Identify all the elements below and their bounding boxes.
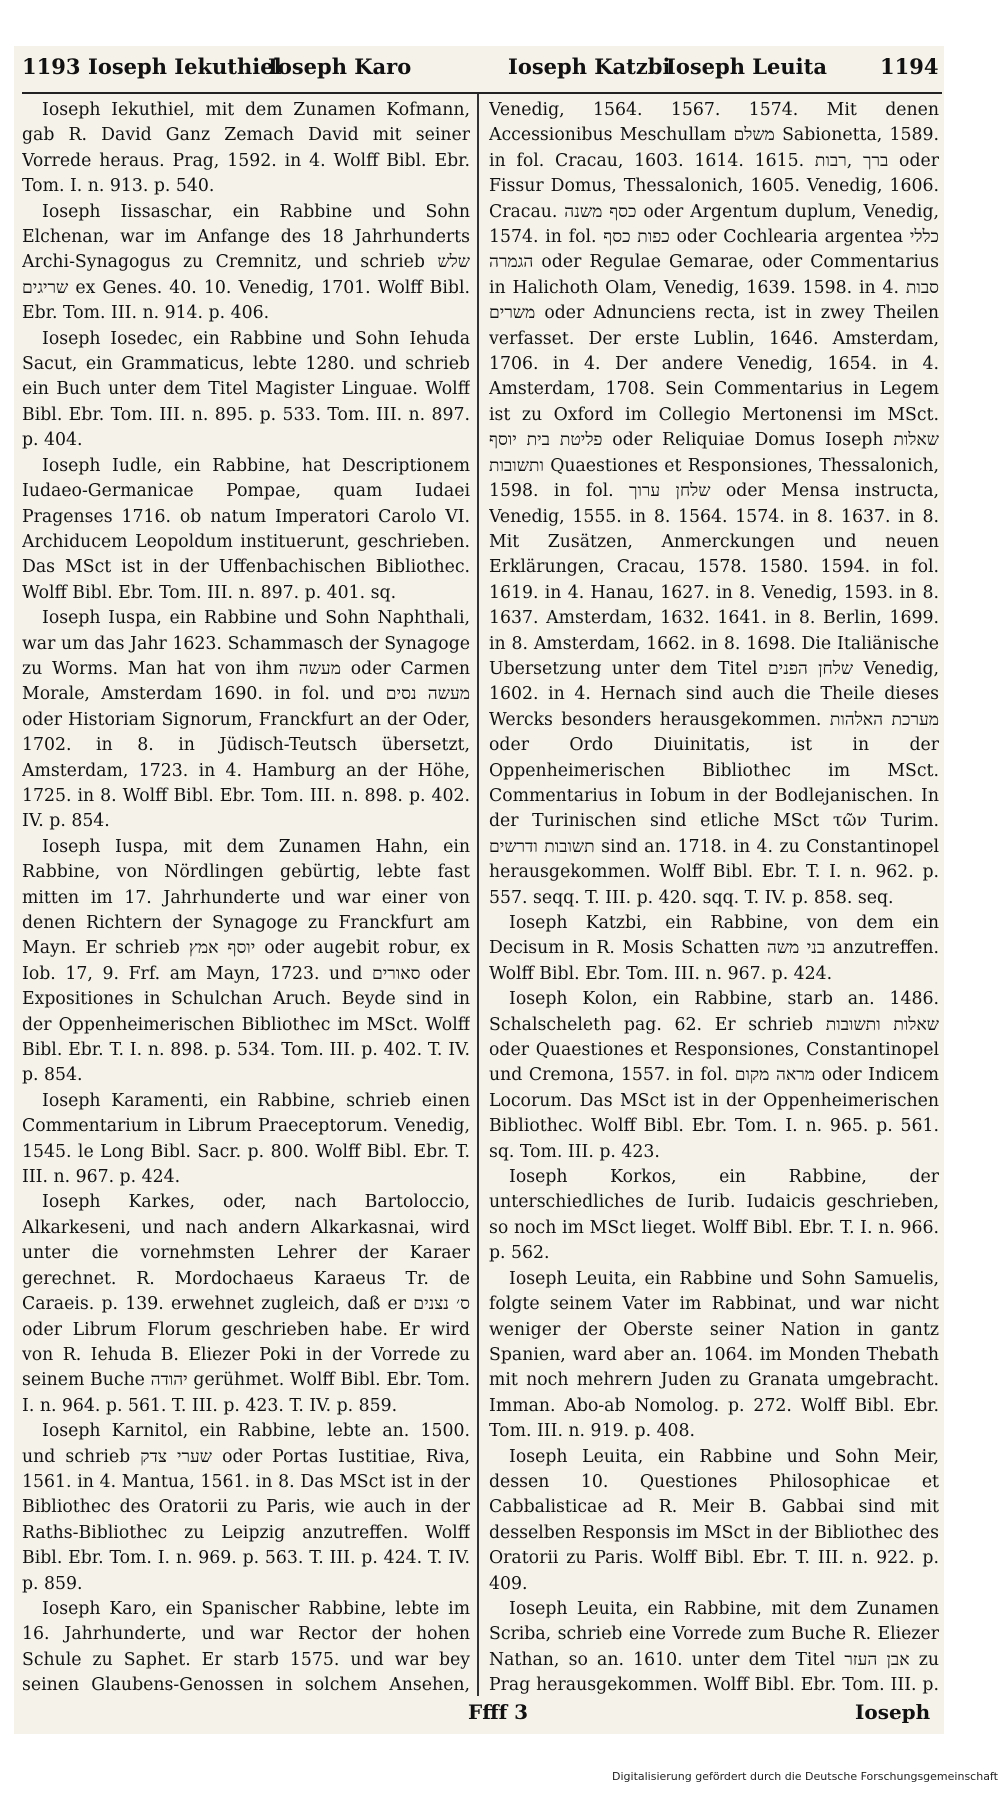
digitization-footer [612, 1770, 998, 1790]
right-page-number: 1194 [880, 54, 939, 79]
right-running-title-2: Ioseph Leuita [666, 54, 827, 79]
entry-ioseph-kolon: Ioseph Kolon, ein Rabbine, starb an. 1486. Schalscheleth pag. 62. Er schrieb שאלות ותשובות oder Quaestiones et Responsiones, Constantinopel und Cremona, 1557. in fol. מראה מקום oder Indicem Locorum. Das MSct ist in der Oppenheimerischen Bibliothec. Wolff Bibl. Ebr. Tom. I. n. 965. p. 561. sq. Tom. III. p. 423. [489, 989, 939, 1162]
entry-ioseph-leuita-meir: Ioseph Leuita, ein Rabbine und Sohn Meir, dessen 10. Questiones Philosophicae et Cabbalisticae ad R. Meir B. Gabbai sind mit desselben Responsis im MSct in der Bibliothec des Oratorii zu Paris. Wolff Bibl. Ebr. T. III. n. 922. p. 409. [489, 1446, 939, 1594]
signature-mark: Ffff 3 [468, 1700, 529, 1724]
left-running-title-1: Ioseph Iekuthiel [88, 54, 282, 79]
entry-ioseph-iissaschar: Ioseph Iissaschar, ein Rabbine und Sohn Elchenan, war im Anfange des 18 Jahrhunderts Archi-Synagogus zu Cremnitz, und schrieb שלש שריגים ex Genes. 40. 10. Venedig, 1701. Wolff Bibl. Ebr. Tom. III. n. 914. p. 406. [22, 201, 470, 324]
entry-ioseph-iudle: Ioseph Iudle, ein Rabbine, hat Descriptionem Iudaeo-Germanicae Pompae, quam Iudaei Pragenses 1716. ob natum Imperatori Carolo VI. Archiducem Leopoldum instituerunt, geschrieben. Das MSct ist in der Uffenbachischen Bibliothec. Wolff Bibl. Ebr. Tom. III. n. 897. p. 401. sq. [22, 455, 470, 603]
entry-ioseph-iekuthiel: Ioseph Iekuthiel, mit dem Zunamen Kofmann, gab R. David Ganz Zemach David mit seiner Vorrede heraus. Prag, 1592. in 4. Wolff Bibl. Ebr. Tom. I. n. 913. p. 540. [22, 100, 470, 197]
entry-ioseph-iuspa-hahn: Ioseph Iuspa, mit dem Zunamen Hahn, ein Rabbine, von Nördlingen gebürtig, lebte fast mitten im 17. Jahrhunderte und war einer von denen Richtern der Synagoge zu Franckfurt am Mayn. Er schrieb יוסף אמץ oder augebit robur, ex Iob. 17, 9. Frf. am Mayn, 1723. und סאורים oder Expositiones in Schulchan Aruch. Beyde sind in der Oppenheimerischen Bibliothec im MSct. Wolff Bibl. Ebr. T. I. n. 898. p. 534. Tom. III. p. 402. T. IV. p. 854. [22, 836, 470, 1086]
header-rule [22, 92, 942, 94]
entry-ioseph-katzbi: Ioseph Katzbi, ein Rabbine, von dem ein Decisum in R. Mosis Schatten בני משה anzutreffen. Wolff Bibl. Ebr. Tom. III. n. 967. p. 424. [489, 913, 939, 984]
entry-ioseph-leuita-scriba: Ioseph Leuita, ein Rabbine, mit dem Zunamen Scriba, schrieb eine Vorrede zum Buche R. Eliezer Nathan, so an. 1610. unter dem Titel אבן העזר zu Prag herausgekommen. Wolff Bibl. Ebr. Tom. III. p. [489, 1598, 939, 1696]
footer-text: Digitalisierung gefördert durch die Deutsche Forschungsgemeinschaft [612, 1770, 998, 1783]
page-header [22, 54, 942, 90]
right-running-title-1: Ioseph Katzbi [508, 54, 671, 79]
entry-ioseph-korkos: Ioseph Korkos, ein Rabbine, der unterschiedliches de Iurib. Iudaicis geschrieben, so noch im MSct lieget. Wolff Bibl. Ebr. T. I. n. 966. p. 562. [489, 1167, 939, 1264]
catchword: Ioseph [855, 1700, 931, 1724]
entry-ioseph-karamenti: Ioseph Karamenti, ein Rabbine, schrieb einen Commentarium in Librum Praeceptorum. Venedig, 1545. le Long Bibl. Sacr. p. 800. Wolff Bibl. Ebr. T. III. n. 967. p. 424. [22, 1090, 470, 1188]
right-column [489, 98, 939, 1698]
left-page-number: 1193 [22, 54, 81, 79]
entry-ioseph-iosedec: Ioseph Iosedec, ein Rabbine und Sohn Iehuda Sacut, ein Grammaticus, lebte 1280. und schrieb ein Buch unter dem Titel Magister Linguae. Wolff Bibl. Ebr. Tom. III. n. 895. p. 533. Tom. III. n. 897. p. 404. [22, 328, 470, 451]
left-running-title-2: Ioseph Karo [268, 54, 412, 79]
entry-ioseph-karnitol: Ioseph Karnitol, ein Rabbine, lebte an. 1500. und schrieb שערי צדק oder Portas Iustitiae, Riva, 1561. in 4. Mantua, 1561. in 8. Das MSct ist in der Bibliothec des Oratorii zu Paris, wie auch in der Raths-Bibliothec zu Leipzig anzutreffen. Wolff Bibl. Ebr. Tom. I. n. 969. p. 563. T. III. p. 424. T. IV. p. 859. [22, 1421, 470, 1594]
column-divider [477, 94, 479, 1696]
entry-ioseph-karkes: Ioseph Karkes, oder, nach Bartoloccio, Alkarkeseni, und nach andern Alkarkasnai, wird unter die vornehmsten Lehrer der Karaer gerechnet. R. Mordochaeus Karaeus Tr. de Caraeis. p. 139. erwehnet zugleich, daß er ס׳ נצנים oder Librum Florum geschrieben habe. Er wird von R. Iehuda B. Eliezer Poki in der Vorrede zu seinem Buche יהודה gerühmet. Wolff Bibl. Ebr. Tom. I. n. 964. p. 561. T. III. p. 423. T. IV. p. 859. [22, 1192, 470, 1416]
left-column [22, 98, 470, 1698]
entry-ioseph-leuita-samuel: Ioseph Leuita, ein Rabbine und Sohn Samuelis, folgte seinem Vater im Rabbinat, und war nicht weniger der Oberste seiner Nation in gantz Spanien, ward aber an. 1064. im Monden Thebath mit noch mehrern Juden zu Granata umgebracht. Imman. Abo-ab Nomolog. p. 272. Wolff Bibl. Ebr. Tom. III. n. 919. p. 408. [489, 1268, 939, 1442]
entry-ioseph-iuspa: Ioseph Iuspa, ein Rabbine und Sohn Naphthali, war um das Jahr 1623. Schammasch der Synagoge zu Worms. Man hat von ihm מעשה oder Carmen Morale, Amsterdam 1690. in fol. und מעשה נסים oder Historiam Signorum, Franckfurt an der Oder, 1702. in 8. in Jüdisch-Teutsch übersetzt, Amsterdam, 1723. in 4. Hamburg an der Höhe, 1725. in 8. Wolff Bibl. Ebr. Tom. III. n. 898. p. 402. IV. p. 854. [22, 608, 470, 832]
entry-ioseph-karo: Ioseph Karo, ein Spanischer Rabbine, lebte im 16. Jahrhunderte, und war Rector der hohen Schule zu Saphet. Er starb 1575. und war bey seinen Glaubens-Genossen in solchem Ansehen, [22, 1598, 470, 1696]
entry-ioseph-karo-continued: Venedig, 1564. 1567. 1574. Mit denen Accessionibus Meschullam משלם Sabionetta, 1589. in fol. Cracau, 1603. 1614. 1615. ברך ,רבות oder Fissur Domus, Thessalonich, 1605. Venedig, 1606. Cracau. כסף משנה oder Argentum duplum, Venedig, 1574. in fol. כפות כסף oder Cochlearia argentea כללי הגמרה oder Regulae Gemarae, oder Commentarius in Halichoth Olam, Venedig, 1639. 1598. in 4. סבות משרים oder Adnunciens recta, ist in zwey Theilen verfasset. Der erste Lublin, 1646. Amsterdam, 1706. in 4. Der andere Venedig, 1654. in 4. Amsterdam, 1708. Sein Commentarius in Legem ist zu Oxford im Collegio Mertonensi im MSct. פליטת בית יוסף oder Reliquiae Domus Ioseph שאלות ותשובות Quaestiones et Responsiones, Thessalonich, 1598. in fol. שלחן ערוך oder Mensa instructa, Venedig, 1555. in 8. 1564. 1574. in 8. 1637. in 8. Mit Zusätzen, Anmerckungen und neuen Erklärungen, Cracau, 1578. 1580. 1594. in fol. 1619. in 4. Hanau, 1627. in 8. Venedig, 1593. in 8. 1637. Amsterdam, 1632. 1641. in 8. Berlin, 1699. in 8. Amsterdam, 1662. in 8. 1698. Die Italiänische Ubersetzung unter dem Titel שלחן הפנים Venedig, 1602. in 4. Hernach sind auch die Theile dieses Wercks besonders herausgekommen. מערכת האלהות oder Ordo Diuinitatis, ist in der Oppenheimerischen Bibliothec im MSct. Commentarius in Iobum in der Bodlejanischen. In der Turinischen sind etliche MSct τῶν Turim. תשובות ודרשים sind an. 1718. in 4. zu Constantinopel herausgekommen. Wolff Bibl. Ebr. T. I. n. 962. p. 557. seqq. T. III. p. 420. sqq. T. IV. p. 858. seq. [489, 100, 939, 908]
